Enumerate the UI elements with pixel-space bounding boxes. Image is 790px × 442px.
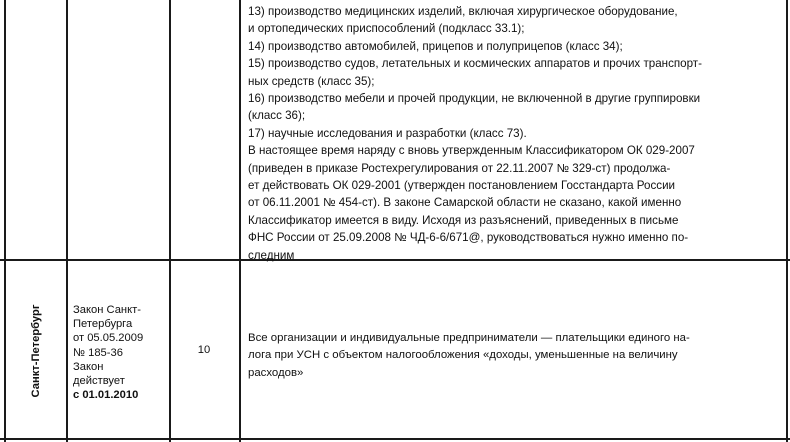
table-border-left (4, 0, 6, 442)
law-line: Закон (73, 360, 104, 373)
taxpayers-description (248, 330, 783, 382)
text-line: 13) производство медицинских изделий, включая хирургическое оборудование, (248, 5, 678, 18)
tax-rate-cell: 10 (197, 344, 211, 356)
text-line: следним (248, 248, 295, 262)
law-line: № 185-36 (73, 346, 123, 359)
law-cell (73, 303, 169, 402)
law-line: от 05.05.2009 (73, 332, 144, 345)
text-line: расходов» (248, 366, 304, 379)
column-divider-law (169, 0, 171, 442)
text-line: (класс 36); (248, 109, 306, 123)
law-line: действует (73, 375, 125, 388)
text-line: 14) производство автомобилей, прицепов и полуприцепов (класс 34); (248, 39, 623, 53)
text-line: В настоящее время наряду с вновь утвержденным Классификатором ОК 029-2007 (248, 144, 695, 158)
column-divider-region (66, 0, 68, 442)
text-line: Все организации и индивидуальные предприниматели — плательщики единого на- (248, 332, 690, 344)
text-line: 16) производство мебели и прочей продукции, не включенной в другие группировки (248, 92, 701, 106)
text-line: 15) производство судов, летательных и космических аппаратов и прочих транспорт- (248, 57, 702, 71)
text-line: ет действовать ОК 029-2001 (утвержден постановлением Госстандарта России (248, 179, 676, 193)
column-divider-rate (239, 0, 241, 442)
law-line: Закон Санкт- (73, 304, 141, 316)
table-border-bottom (0, 438, 790, 440)
text-line: ных средств (класс 35); (248, 74, 375, 88)
text-line: Классификатор имеется в виду. Исходя из разъяснений, приведенных в письме (248, 213, 679, 227)
text-line: от 06.11.2001 № 454-ст). В законе Самарской области не сказано, какой именно (248, 196, 682, 210)
text-line: 17) научные исследования и разработки (класс 73). (248, 126, 527, 140)
region-cell (12, 262, 60, 440)
table-border-right (786, 0, 788, 442)
upper-row-description (248, 3, 783, 264)
region-name: Санкт-Петербург (30, 304, 42, 398)
text-line: (приведен в приказе Ростехрегулирования от 22.11.2007 № 329-ст) продолжа- (248, 161, 671, 175)
law-effective-date: с 01.01.2010 (73, 389, 139, 402)
law-line: Петербурга (73, 318, 133, 331)
text-line: и ортопедических приспособлений (подкласс 33.1); (248, 22, 525, 36)
text-line: лога при УСН с объектом налогообложения «доходы, уменьшенные на величину (248, 349, 678, 362)
text-line: ФНС России от 25.09.2008 № ЧД-6-6/671@, руководствоваться нужно именно по- (248, 231, 689, 245)
